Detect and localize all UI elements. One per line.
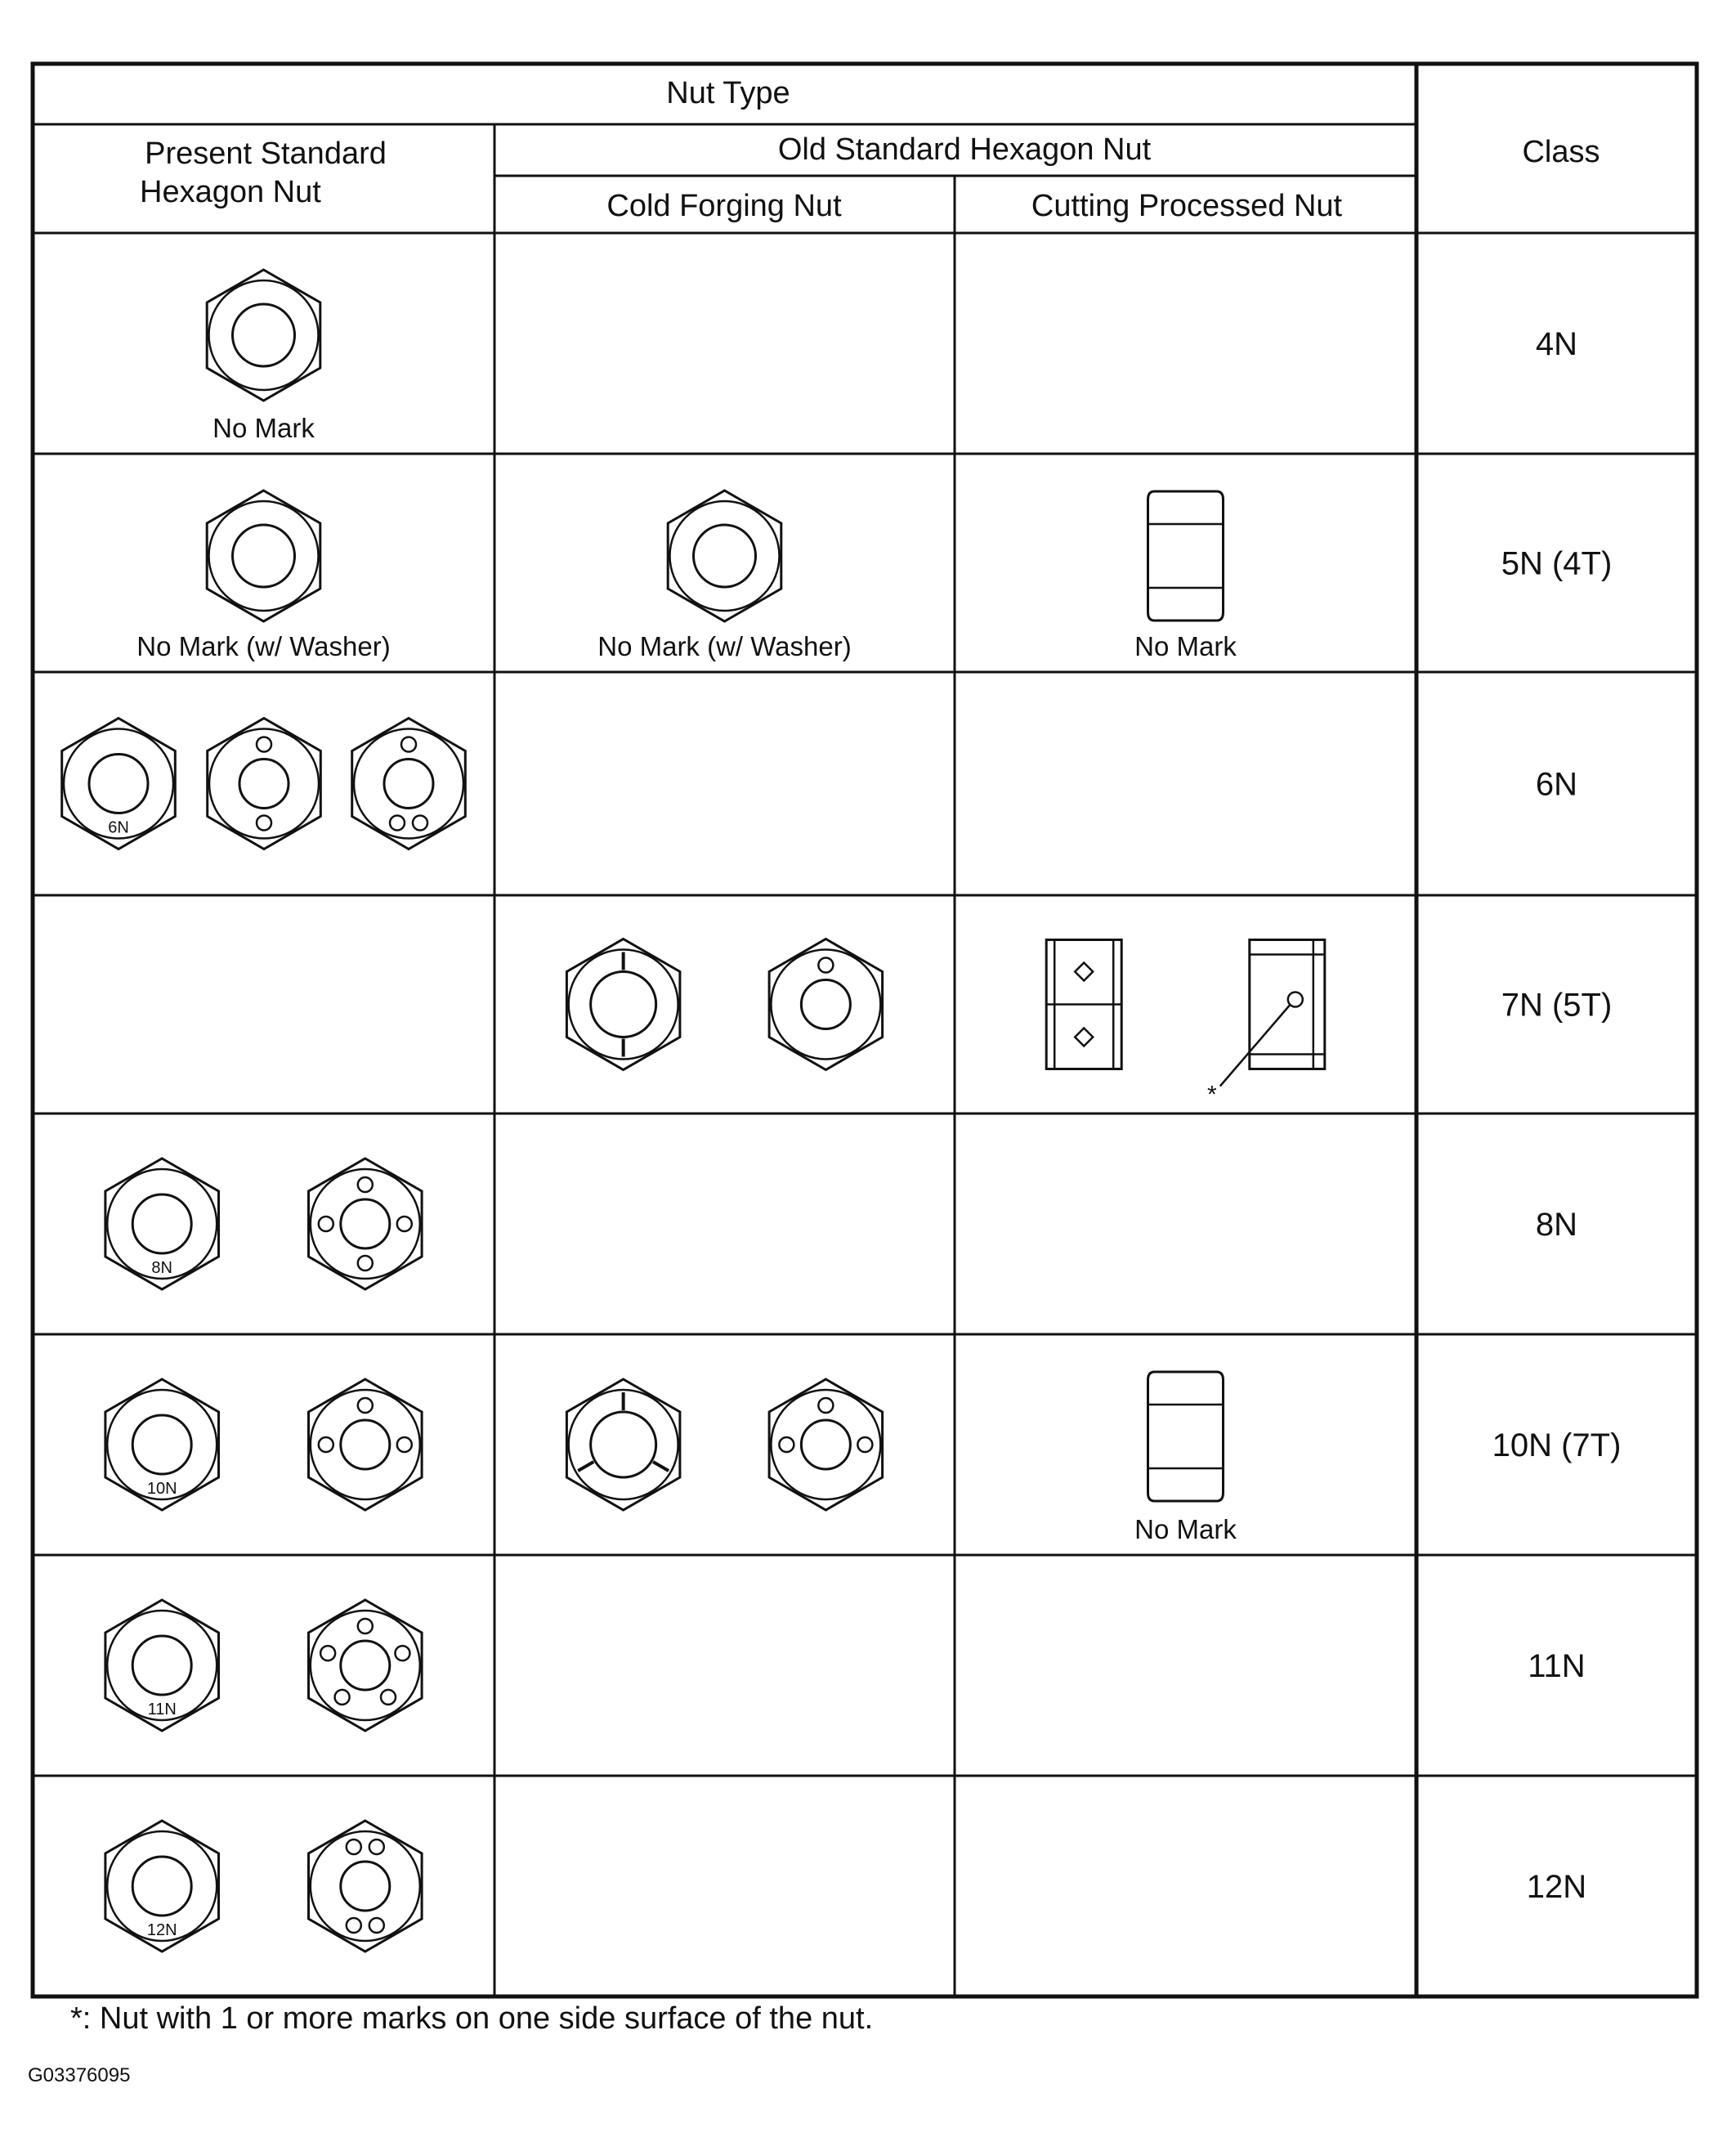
dot-mark — [358, 1619, 373, 1633]
nut-icon-side-diamond — [1046, 940, 1121, 1069]
dot-mark — [358, 1177, 373, 1192]
bore-hole — [132, 1415, 191, 1474]
washer-ring — [311, 1831, 420, 1941]
dot-mark — [779, 1437, 794, 1452]
dot-mark — [319, 1437, 333, 1452]
cell-cold — [566, 1379, 882, 1510]
asterisk: * — [1206, 1081, 1217, 1109]
dot-mark — [413, 816, 427, 831]
table-row — [105, 1158, 1577, 1289]
bore-hole — [239, 760, 289, 809]
nut-icon-hex-dots — [309, 1379, 423, 1510]
cell-present — [62, 719, 466, 849]
tick-mark — [578, 1462, 593, 1471]
dot-mark — [397, 1217, 412, 1231]
header-nut-type: Nut Type — [666, 76, 790, 110]
figure-id: G03376095 — [28, 2064, 131, 2086]
header-present-line2: Hexagon Nut — [140, 175, 321, 209]
side-view-outline — [1148, 1372, 1224, 1501]
dot-mark — [390, 816, 405, 831]
bore-hole — [591, 972, 656, 1037]
header-cutting-processed: Cutting Processed Nut — [1031, 189, 1343, 223]
bore-hole — [341, 1199, 390, 1248]
hex-outline — [207, 491, 320, 621]
nut-icon-hex-dots — [769, 1379, 883, 1510]
nut-icon-hex-dots — [769, 939, 883, 1070]
class-stamp: 10N — [146, 1480, 177, 1498]
dot-mark — [818, 1398, 833, 1413]
bore-hole — [89, 755, 148, 813]
dot-mark — [257, 737, 271, 752]
cell-cutting — [1046, 940, 1325, 1109]
dot-mark — [347, 1918, 361, 1933]
nut-icon-hex-label — [62, 719, 176, 849]
bore-hole — [591, 1412, 656, 1477]
dot-mark — [335, 1690, 350, 1705]
nut-icon-hex-label — [105, 1821, 219, 1952]
cell-cutting — [1134, 491, 1237, 661]
cell-present — [105, 1821, 422, 1952]
class-stamp: 12N — [146, 1921, 177, 1939]
cell-caption: No Mark (w/ Washer) — [597, 631, 852, 661]
bore-hole — [132, 1194, 191, 1253]
nut-icon-side-plain — [1148, 1372, 1224, 1501]
table-body — [62, 270, 1622, 1952]
dot-mark — [397, 1437, 412, 1452]
tick-mark — [653, 1462, 669, 1471]
dot-mark — [381, 1690, 396, 1705]
class-stamp: 8N — [151, 1259, 172, 1277]
footnote: *: Nut with 1 or more marks on one side surface of the nut. — [70, 2001, 874, 2036]
nut-icon-hex-washer — [207, 491, 320, 621]
table-row — [62, 719, 1577, 849]
dot-mark — [369, 1840, 384, 1854]
nut-icon-hex-dots — [309, 1600, 423, 1731]
header-class: Class — [1522, 135, 1600, 169]
class-label: 5N (4T) — [1501, 545, 1613, 582]
cell-caption: No Mark (w/ Washer) — [136, 631, 391, 661]
cell-cutting — [1134, 1372, 1237, 1544]
diamond-mark — [1075, 1028, 1093, 1046]
bore-hole — [801, 980, 850, 1029]
class-stamp: 6N — [108, 818, 129, 837]
class-label: 11N — [1528, 1648, 1586, 1684]
bore-hole — [132, 1857, 191, 1916]
nut-icon-side-dot-star — [1207, 940, 1325, 1109]
dot-mark — [395, 1646, 409, 1660]
bore-hole — [341, 1420, 390, 1469]
cell-cold — [597, 491, 851, 661]
header-old-standard: Old Standard Hexagon Nut — [777, 132, 1152, 167]
table-row — [207, 270, 1577, 443]
dot-mark — [358, 1256, 373, 1270]
nut-icon-hex-washer — [207, 270, 320, 401]
hex-outline — [668, 491, 781, 621]
table-row — [136, 491, 1612, 661]
nut-icon-hex-label — [105, 1158, 219, 1289]
class-label: 4N — [1535, 326, 1578, 362]
washer-ring — [209, 501, 319, 611]
side-view-outline — [1148, 491, 1224, 621]
dot-mark — [857, 1437, 872, 1452]
header-present-line1: Present Standard — [145, 137, 387, 171]
nut-icon-hex-dots — [309, 1821, 423, 1952]
leader-line — [1220, 1005, 1291, 1087]
bore-hole — [233, 304, 295, 366]
dot-mark — [257, 816, 271, 831]
cell-cold — [566, 939, 882, 1070]
class-label: 6N — [1535, 766, 1578, 803]
dot-mark — [401, 737, 416, 752]
nut-icon-hex-dots — [352, 719, 466, 849]
cell-present — [105, 1379, 422, 1510]
nut-icon-hex-ticks — [566, 1379, 680, 1510]
nut-icon-hex-label — [105, 1600, 219, 1731]
bore-hole — [233, 525, 295, 587]
bore-hole — [341, 1862, 390, 1911]
header-cold-forging: Cold Forging Nut — [606, 189, 842, 223]
bore-hole — [341, 1641, 390, 1690]
dot-mark — [320, 1646, 335, 1660]
dot-mark — [319, 1217, 333, 1231]
bore-hole — [132, 1636, 191, 1695]
class-label: 7N (5T) — [1501, 987, 1613, 1024]
washer-ring — [209, 280, 319, 390]
dot-mark — [369, 1918, 384, 1933]
cell-present — [105, 1158, 422, 1289]
bore-hole — [801, 1420, 850, 1469]
table-row — [566, 939, 1612, 1109]
nut-icon-hex-dots — [309, 1158, 423, 1289]
bore-hole — [384, 760, 433, 809]
cell-present — [105, 1600, 422, 1731]
table-row — [105, 1372, 1622, 1544]
nut-icon-hex-dots — [208, 719, 321, 849]
table-grid — [33, 64, 1697, 1996]
nut-icon-hex-label — [105, 1379, 219, 1510]
diamond-mark — [1075, 963, 1093, 981]
table-row — [105, 1821, 1586, 1952]
class-label: 10N (7T) — [1492, 1427, 1622, 1463]
washer-ring — [670, 501, 780, 611]
hex-outline — [309, 1821, 423, 1952]
cell-caption: No Mark — [1134, 1514, 1237, 1544]
hex-outline — [207, 270, 320, 401]
class-stamp: 11N — [147, 1701, 177, 1719]
dot-mark — [347, 1840, 361, 1854]
table-frame — [33, 64, 1697, 1996]
cell-caption: No Mark — [1134, 631, 1237, 661]
cell-present — [207, 270, 320, 443]
cell-present — [136, 491, 390, 661]
class-label: 12N — [1526, 1869, 1587, 1905]
dot-mark — [818, 958, 833, 973]
nut-icon-hex-washer — [668, 491, 781, 621]
bore-hole — [694, 525, 756, 587]
class-label: 8N — [1535, 1207, 1578, 1243]
dot-mark — [358, 1398, 373, 1413]
table-row — [105, 1600, 1586, 1731]
cell-caption: No Mark — [213, 413, 315, 443]
nut-icon-hex-ticks — [566, 939, 680, 1070]
nut-icon-side-plain — [1148, 491, 1224, 621]
